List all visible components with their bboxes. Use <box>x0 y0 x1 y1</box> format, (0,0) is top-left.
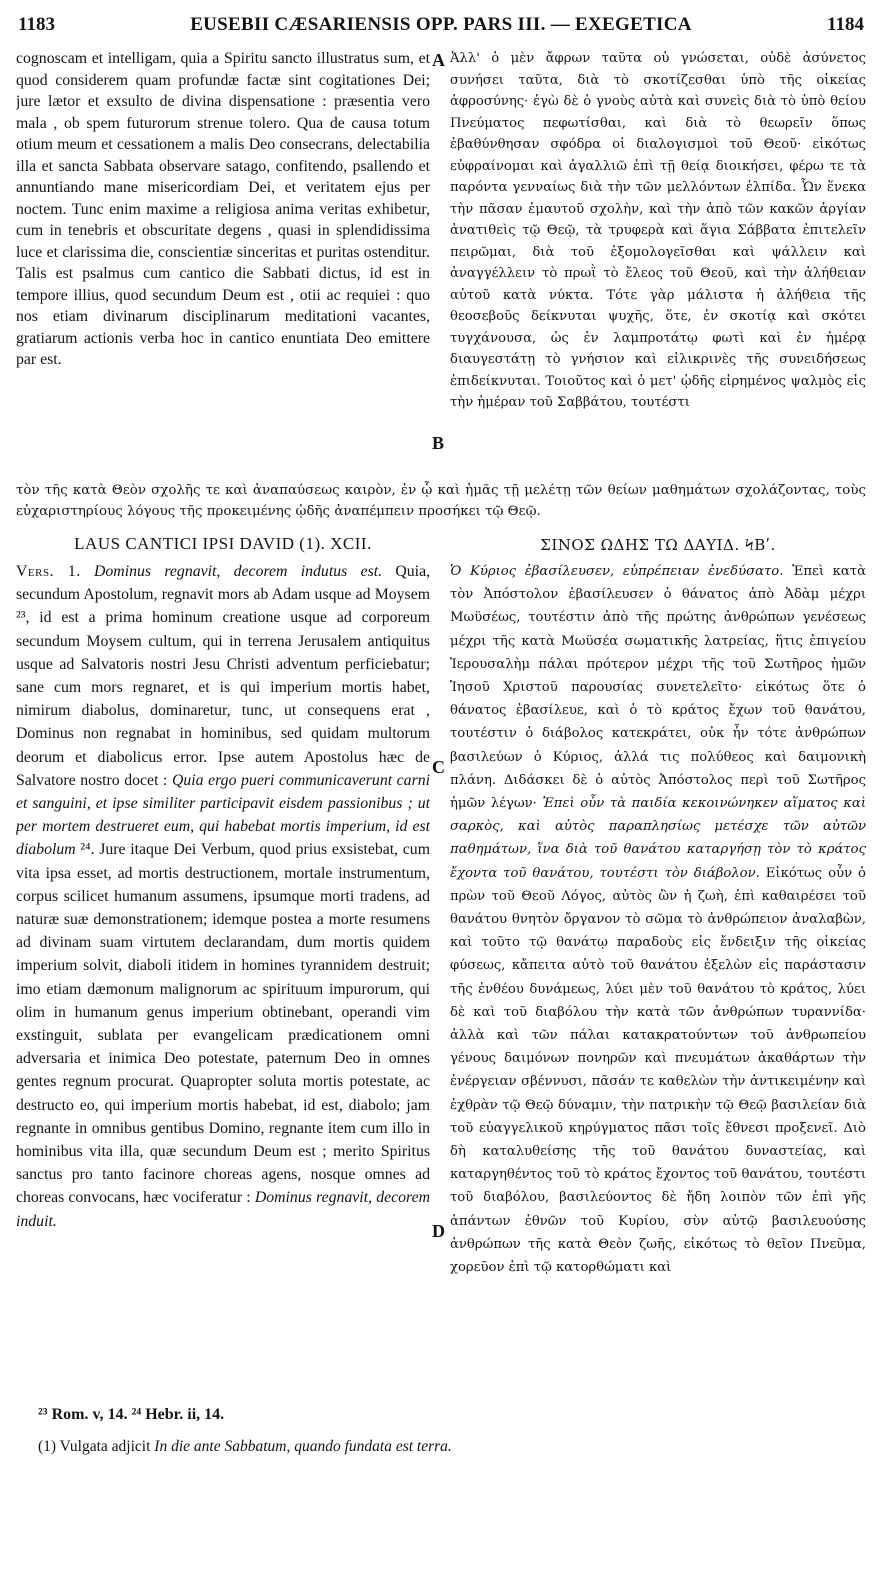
greek-verse-text: Ὁ Κύριος ἐβασίλευσεν, εὐπρέπειαν ἐνεδύσατο. <box>450 564 784 579</box>
page-number-right: 1184 <box>827 14 864 35</box>
latin-quotation: Quia ergo pueri communicaverunt carni et sanguini, et ipse similiter participavit eisdem passionibus ; ut per mortem destrueret eum, qui habebat mortis imperium, id est diabolum <box>16 771 430 859</box>
greek-paragraph-top: Ἀλλ' ὁ μὲν ἄφρων ταῦτα οὐ γνώσεται, οὐδὲ ἀσύνετος συνήσει ταῦτα, διὰ τὸ σκοτίζεσθαι ὑπὸ τῆς οἰκείας ἀφροσύνης· ἐγὼ δὲ ὁ γνοὺς αὐτὰ καὶ συνεὶς διὰ τὸ ὑπὸ θείου Πνεύματος πεφωτίσθαι, καὶ διὰ τὸ θεωρεῖν ὅπως ἐβαθύνθησαν σφόδρα οἱ διαλογισμοὶ τοῦ Θεοῦ· εἰκότως εὐφραίνομαι καὶ ἀγαλλιῶ ἐπὶ τῇ θείᾳ διοικήσει, φέρω τε τὰ παρόντα γενναίως διὰ τὴν τῶν μελλόντων ἐλπίδα. Ὧν ἕνεκα τὴν πᾶσαν ἐμαυτοῦ σχολὴν, καὶ τὴν ἀπὸ τῶν κακῶν ἀργίαν ἀνατιθεὶς τῷ Θεῷ, τὰ τρυφερὰ καὶ ἅγια Σάββατα ἐπιτελεῖν πειρῶμαι, διὰ τοῦ ἐξομολογεῖσθαι καὶ ψάλλειν καὶ ἀναγγέλλειν τὸ πρωῒ τὸ ἔλεος τοῦ Θεοῦ, καὶ τὴν ἀλήθειαν αὐτοῦ κατὰ νύκτα. Τότε γὰρ μάλιστα ἡ ἀλήθεια τῆς θεοσεβοῦς δείκνυται ψυχῆς, ὅτε, ἐν σκοτίᾳ καὶ σκότει τυγχάνουσα, ὡς ἐν λαμπροτάτῳ φωτὶ καὶ ἐν ἡμέρᾳ διαυγεστάτῃ τὸ γνήσιον καὶ εἰλικρινὲς τῆς συνειδήσεως ἐπιδείκνυται. Τοιοῦτος καὶ ὁ μετ' ᾠδῆς εἰρημένος ψαλμὸς εἰς τὴν ἡμέραν τοῦ Σαββάτου, τουτέστι <box>450 51 866 410</box>
latin-paragraph-top: cognoscam et intelligam, quia a Spiritu sancto illustratus sum, et quod considerem quam profundæ factæ sint cogitationes Dei; jure lætor et exsulto de divina dispensatione : præsentia vero mala , ob spem futurorum strenue tolero. Qua de causa totum otium meum et cessationem a malis Deo consecrans, delectabilia illa et sancta Sabbata observare satago, confitendo, psallendo et annuntiando mane misericordiam Dei, et veritatem ejus per noctem. Tunc enim maxime a religiosa anima veritas exhibetur, cum in tenebris et obscuritate degens , quasi in splendidissima luce et clarissima die, conscientiæ sinceritas et puritas ostenditur. Talis est psalmus cum cantico die Sabbati dictus, id est in tempore illius, quod secundum Deum est , otii ac requiei : quo nos etiam divinarum disciplinarum meditationi vacantes, gratiarum actionis verba hoc in cantico enuntiata Deo emittere par est. <box>16 50 430 368</box>
margin-marker-b: B <box>432 433 445 453</box>
footnote-vulgata-prefix: (1) Vulgata adjicit <box>38 1438 151 1455</box>
latin-verse-text: Dominus regnavit, decorem indutus est. <box>94 563 383 580</box>
margin-marker-a: A <box>432 50 445 70</box>
latin-closing-verse: Dominus regnavit, decorem induit. <box>16 1189 430 1230</box>
greek-psalm-heading: ΣΙΝΟΣ ΩΔΗΣ ΤΩ ΔΑΥΙΔ. ϞΒʹ. <box>540 536 776 554</box>
latin-paragraph-2: ²⁴. Jure itaque Dei Verbum, quod prius exsistebat, cum vita ipsa esset, ad mortis destructionem, mortale instrumentum, corpus scilicet humanum assumens, ipsumque morti tradens, ad naturæ suæ demonstrationem; idemque postea a morte resumens ad divinam suam virtutem declarandam, dum mortis quidem imperium solvit, diaboli itidem in homines tyrannidem destruit; imo etiam dæmonum malignorum ac spirituum impurorum, qui olim in humanum genus imperium obtinebant, operandi vim exstinguit, sublata per evangelicam prædicationem omni adversaria et inimica Deo potestate, paternum Deo in omnes gentes regnum procurat. Quapropter soluta mortis potestate, ac destructo eo, qui imperium mortis habebat, id est, diabolo; jam regnante in omnibus gentibus Domino, regnante item cum illo in hominibus vita illa, quæ secundum Deum est ; merito Spiritus sanctus pro tanto facinore choreas agens, nosque omnes ad choreas convocans, hæc vociferatur : <box>16 841 430 1207</box>
greek-quotation: Ἐπεὶ οὖν τὰ παιδία κεκοινώνηκεν αἵματος καὶ σαρκὸς, καὶ αὐτὸς παραπλησίως μετέσχε τῶν αὐτῶν παθημάτων, ἵνα διὰ τοῦ θανάτου καταργήσῃ τὸν τὸ κράτος ἔχοντα τοῦ θανάτου, τουτέστι τὸν διάβολον. <box>450 796 866 881</box>
margin-marker-c: C <box>432 757 445 777</box>
latin-commentary <box>16 560 430 1233</box>
footnote-vulgata <box>38 1438 858 1456</box>
greek-column-top <box>450 48 866 478</box>
margin-marker-d: D <box>432 1221 445 1241</box>
verse-label: Vers. 1. <box>16 563 81 580</box>
latin-paragraph-1: Quia, secundum Apostolum, regnavit mors ab Adam usque ad Moysem ²³, id est a prima hominum creatione usque ad corporeum secundum Moysem cultum, qui in terrena Jerusalem antiquitus usque ad Salvatoris nostri Jesu Christi adventum perficiebatur; sane cum mors regnaret, et is qui imperium mortis habet, nimirum diabolus, dominaretur, tunc, ut consequens erat , Dominus non regnabat in hominibus, sed quidam multorum deorum et diabolicus error. Ipse autem Apostolus hæc de Salvatore nostro docet : <box>16 563 430 789</box>
greek-paragraph-1: Ἐπεὶ κατὰ τὸν Ἀπόστολον ἐβασίλευσεν ὁ θάνατος ἀπὸ Ἀδὰμ μέχρι Μωϋσέως, τουτέστιν ἀπὸ τῆς πρώτης ἀνθρώπων γενέσεως μέχρι τῆς κατὰ Μωϋσέα σωματικῆς λατρείας, ἥτις ἐπιγείου Ἱερουσαλὴμ πάλαι πρότερον μέχρι τῆς τοῦ Σωτῆρος ἡμῶν Ἰησοῦ Χριστοῦ παρουσίας συνετελεῖτο· εἰκότως ὅτε ὁ θάνατος ἐβασίλευε, καὶ ὁ τὸ κράτος ἔχων τοῦ θανάτου, τουτέστιν ὁ διάβολος κατεκράτει, οὐκ ἦν τότε ἀνθρώπων βασιλεύων ὁ Κύριος, ἀλλά τις πολύθεος καὶ δαιμονικὴ πλάνη. Διδάσκει δὲ ὁ αὐτὸς Ἀπόστολος περὶ τοῦ Σωτῆρος ἡμῶν λέγων· <box>450 564 866 812</box>
latin-column-top <box>16 48 430 478</box>
running-header <box>18 14 864 40</box>
greek-column-main <box>450 560 866 1400</box>
footnote-vulgata-text: In die ante Sabbatum, quando fundata est terra. <box>154 1438 452 1455</box>
latin-psalm-heading: LAUS CANTICI IPSI DAVID (1). XCII. <box>74 534 372 553</box>
footnote-references: ²³ Rom. v, 14. ²⁴ Hebr. ii, 14. <box>38 1406 225 1423</box>
greek-paragraph-2: Εἰκότως οὖν ὁ πρὼν τοῦ Θεοῦ Λόγος, αὐτὸς ὢν ἡ ζωὴ, ἐπὶ καθαιρέσει τοῦ θανάτου θνητὸν ὄργανον τὸ σῶμα τὸ ἀνθρώπειον ἀναλαβὼν, καὶ τοῦτο τῷ θανάτῳ παραδοὺς εἰς ἔνδειξιν τῆς οἰκείας φύσεως, κἄπειτα αὐτὸ τοῦ θανάτου ἐξελὼν εἰς παράστασιν τῆς ἐνθέου δυνάμεως, λύει μὲν τοῦ θανάτου τὸ κράτος, λύει δὲ καὶ τοῦ διαβόλου τὴν κατὰ τῶν ἀνθρώπων τυραννίδα· ἀλλὰ καὶ τῶν πάλαι κατακρατούντων τοῦ ἀνθρωπείου γένους δαιμόνων πονηρῶν καὶ πνευμάτων ἀκαθάρτων τὴν ἐνέργειαν σβέννυσι, πᾶσάν τε καθελὼν τὴν ἀντικειμένην καὶ ἐχθρὰν τῷ Θεῷ δύναμιν, τὴν πατρικὴν τῷ Θεῷ βασιλείαν διὰ τοῦ εὐαγγελικοῦ κηρύγματος πᾶσι τοῖς ἔθνεσι προξενεῖ. Διὸ δὴ καταλυθείσης τῆς τοῦ θανάτου δυναστείας, καὶ καταργηθέντος τοῦ τὸ κράτος ἔχοντος τοῦ θανάτου, τουτέστι τοῦ διαβόλου, βασιλεύοντος δὲ ἤδη λοιπὸν τῶν ἐπὶ γῆς ἁπάντων ἐθνῶν τοῦ Κυρίου, σὺν αὐτῷ βασιλευούσης ἀνθρώπων τῆς κατὰ Θεὸν ζωῆς, εἰκότως τὸ θεῖον Πνεῦμα, χορεῦον ἐπὶ τῷ κατορθώματι καὶ <box>450 865 866 1276</box>
latin-column-main <box>16 560 430 1400</box>
running-title: EUSEBII CÆSARIENSIS OPP. PARS III. — EXEGETICA <box>190 14 692 35</box>
page-number-left: 1183 <box>18 14 55 35</box>
greek-commentary <box>450 560 866 1279</box>
greek-full-width-continuation: τὸν τῆς κατὰ Θεὸν σχολῆς τε καὶ ἀναπαύσεως καιρὸν, ἐν ᾧ καὶ ἡμᾶς τῇ μελέτῃ τῶν θείων μαθημάτων σχολάζοντας, τοὺς εὐχαριστηρίους λόγους τῆς προκειμένης ᾠδῆς ἀναπέμπειν προσήκει τῷ Θεῷ. <box>16 483 866 519</box>
